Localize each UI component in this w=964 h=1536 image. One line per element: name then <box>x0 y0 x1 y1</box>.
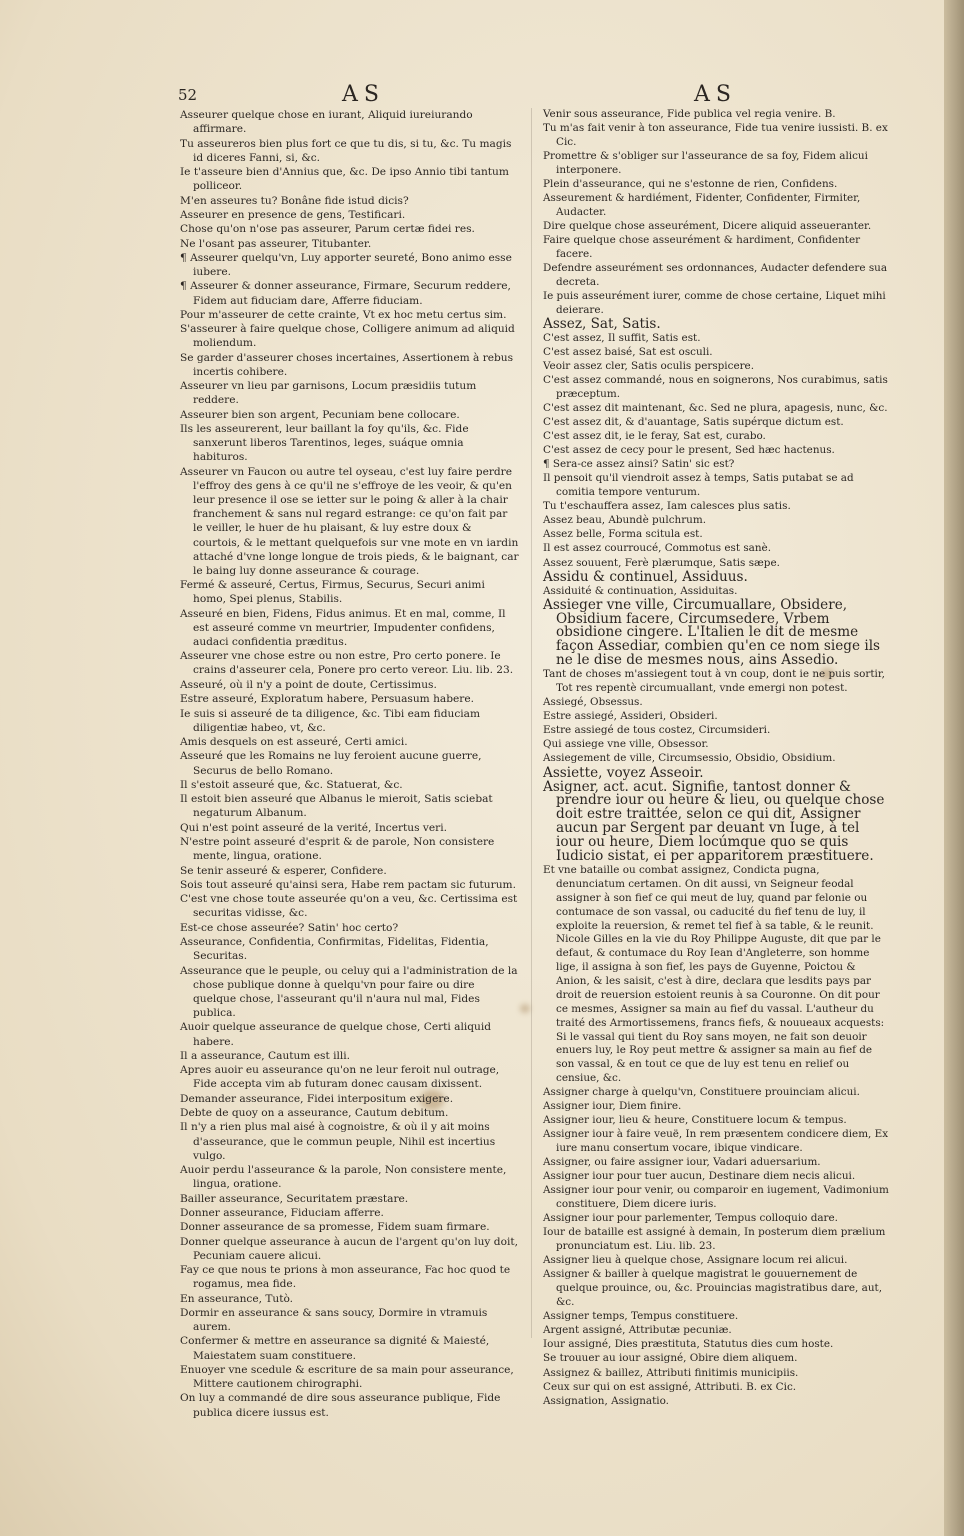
dictionary-entry: Asseurer vne chose estre ou non estre, Pro certo ponere. Ie crains d'asseurer cela, Ponere pro certo vereor. Liu. lib. 23. <box>180 650 514 677</box>
dictionary-entry: Tant de choses m'assiegent tout à vn coup, dont ie ne puis sortir, Tot res repentè circumuallant, vnde emergi non potest. <box>543 668 885 695</box>
dictionary-entry: Assez souuent, Ferè plærumque, Satis sæpe. <box>543 556 780 569</box>
dictionary-entry: Ne l'osant pas asseurer, Titubanter. <box>180 237 372 250</box>
dictionary-entry: Iour de bataille est assigné à demain, In posterum diem prælium pronunciatum est. Liu. lib. 23. <box>543 1226 886 1253</box>
dictionary-entry: On luy a commandé de dire sous asseurance publique, Fide publica dicere iussus est. <box>180 1392 501 1419</box>
dictionary-entry: Enuoyer vne scedule & escriture de sa main pour asseurance, Mittere cautionem chirographi. <box>180 1363 514 1391</box>
dictionary-entry: Fay ce que nous te prions à mon asseurance, Fac hoc quod te rogamus, mea fide. <box>180 1264 511 1291</box>
dictionary-entry: Debte de quoy on a asseurance, Cautum debitum. <box>180 1107 449 1120</box>
left-column <box>180 108 520 1420</box>
dictionary-entry: Faire quelque chose asseurément & hardiment, Confidenter facere. <box>543 234 861 260</box>
dictionary-entry: Demander asseurance, Fidei interpositum exigere. <box>180 1092 454 1105</box>
dictionary-entry: Et vne bataille ou combat assignez, Condicta pugna, denunciatum certamen. On dit aussi, vn Seigneur feodal assigner à son fief ce qui meut de luy, quand par felonie ou contumace de son vassal, ou caducité du fief tenu de luy, il exploite la reuersion, & remet tel fief à sa table, & le reunit. Nicole Gilles en la vie du Roy Philippe Auguste, dit que par le defaut, & contumace du Roy Iean d'Angleterre, son homme lige, il assigna à son fief, les pays de Guyenne, Poictou & Anion, & les saisit, c'est à dire, declara que lesdits pays par droit de reuersion estoient reunis à sa Couronne. On dit pour ce mesmes, Assigner sa main au fief du vassal. L'autheur du traité des Armortissemens, francs fiefs, & nouueaux acquests: Si le vassal qui tient du Roy sans moyen, ne fait son deuoir enuers luy, le Roy peut mettre & assigner sa main au fief de son vassal, & en tout ce que de luy est tenu en relief ou censiue, &c. <box>543 864 885 1085</box>
dictionary-entry: Assiegé, Obsessus. <box>543 696 643 709</box>
dictionary-entry: Assidu & continuel, Assiduus. <box>543 568 748 585</box>
dictionary-entry: Assez belle, Forma scitula est. <box>543 528 703 541</box>
dictionary-entry: Asseuré que les Romains ne luy feroient aucune guerre, Securus de bello Romano. <box>180 750 482 777</box>
dictionary-entry: Argent assigné, Attributæ pecuniæ. <box>543 1324 732 1337</box>
dictionary-entry: Assigner iour à faire veuë, In rem præsentem condicere diem, Ex iure manu consertum vocare, ibique vindicare. <box>543 1128 889 1155</box>
dictionary-entry: Confermer & mettre en asseurance sa dignité & Maiesté, Maiestatem suam constituere. <box>180 1335 490 1362</box>
dictionary-entry: Assiegement de ville, Circumsessio, Obsidio, Obsidium. <box>543 752 836 765</box>
dictionary-entry: Il est assez courroucé, Commotus est sanè. <box>543 542 772 555</box>
page-edge <box>944 0 964 1536</box>
dictionary-entry: Apres auoir eu asseurance qu'on ne leur feroit nul outrage, Fide accepta vim ab futuram donec causam dixissent. <box>180 1064 500 1091</box>
dictionary-entry: Venir sous asseurance, Fide publica vel regia venire. B. <box>543 108 836 120</box>
dictionary-entry: Assigner charge à quelqu'vn, Constituere prouinciam alicui. <box>543 1086 860 1099</box>
page-number: 52 <box>178 86 198 104</box>
dictionary-entry: Asseurer en presence de gens, Testificari. <box>180 208 406 221</box>
dictionary-entry: C'est vne chose toute asseurée qu'on a veu, &c. Certissima est securitas vidisse, &c. <box>180 893 518 920</box>
dictionary-entry: S'asseurer à faire quelque chose, Colligere animum ad aliquid moliendum. <box>180 323 515 350</box>
dictionary-entry: Ie suis si asseuré de ta diligence, &c. Tibi eam fiduciam diligentiæ habeo, vt, &c. <box>180 707 481 734</box>
dictionary-entry: Tu asseureros bien plus fort ce que tu dis, si tu, &c. Tu magis id diceres Fanni, si, &c. <box>180 137 512 164</box>
dictionary-entry: Estre assiegé, Assideri, Obsideri. <box>543 710 718 723</box>
dictionary-entry: Donner asseurance de sa promesse, Fidem suam firmare. <box>180 1221 490 1234</box>
dictionary-entry: Asseurement & hardiément, Fidenter, Confidenter, Firmiter, Audacter. <box>543 192 861 218</box>
dictionary-entry: Promettre & s'obliger sur l'asseurance de sa foy, Fidem alicui interponere. <box>543 150 868 176</box>
dictionary-entry: C'est assez dit maintenant, &c. Sed ne plura, apagesis, nunc, &c. <box>543 402 888 414</box>
dictionary-entry: Ceux sur qui on est assigné, Attributi. B. ex Cic. <box>543 1380 797 1393</box>
dictionary-entry: Asigner, act. acut. Signifie, tantost donner & prendre iour ou heure & lieu, ou quelque chose doit estre traittée, selon ce qui dit, Assigner aucun par Sergent par deuant vn Iuge, à tel iour ou heure, Diem locúmque quo se quis Iudicio sistat, ei per apparitorem præstituere. <box>543 778 885 864</box>
dictionary-entry: Assigner, ou faire assigner iour, Vadari aduersarium. <box>543 1156 821 1169</box>
column-divider <box>531 108 532 1338</box>
dictionary-entry: Fermé & asseuré, Certus, Firmus, Securus, Securi animi homo, Spei plenus, Stabilis. <box>180 579 485 606</box>
running-head-left: AS <box>342 82 385 107</box>
dictionary-entry: Assieger vne ville, Circumuallare, Obsidere, Obsidium facere, Circumsedere, Vrbem obsidione cingere. L'Italien le dit de mesme façon Assediar, combien qu'en ce nom siege ils ne le dise de mesmes nous, ains Assedio. <box>543 596 881 669</box>
dictionary-entry: Asseurance que le peuple, ou celuy qui a l'administration de la chose publique donne à quelqu'vn pour faire ou dire quelque chose, l'asseurant qu'il n'aura nul mal, Fides publica. <box>180 964 518 1020</box>
dictionary-entry: Donner quelque asseurance à aucun de l'argent qu'on luy doit, Pecuniam cauere alicui. <box>180 1235 518 1262</box>
dictionary-entry: Donner asseurance, Fiduciam afferre. <box>180 1206 384 1219</box>
dictionary-entry: Amis desquels on est asseuré, Certi amici. <box>180 736 408 748</box>
dictionary-entry: Ils les asseurerent, leur baillant la foy qu'ils, &c. Fide sanxerunt liberos Tarentinos, leges, suáque omnia habituros. <box>180 423 469 464</box>
dictionary-entry: Tu t'eschauffera assez, Iam calesces plus satis. <box>543 500 791 513</box>
dictionary-entry: Tu m'as fait venir à ton asseurance, Fide tua venire iussisti. B. ex Cic. <box>543 122 888 148</box>
dictionary-entry: C'est assez dit, ie le feray, Sat est, curabo. <box>543 430 766 443</box>
dictionary-entry: Estre asseuré, Exploratum habere, Persuasum habere. <box>180 693 474 706</box>
dictionary-entry: Il estoit bien asseuré que Albanus le mieroit, Satis sciebat negaturum Albanum. <box>180 793 493 820</box>
dictionary-entry: Assigner iour, Diem finire. <box>543 1100 682 1113</box>
dictionary-entry: Dire quelque chose asseurément, Dicere aliquid asseueranter. <box>543 219 872 232</box>
dictionary-entry: Auoir quelque asseurance de quelque chose, Certi aliquid habere. <box>180 1021 492 1048</box>
dictionary-entry: Se trouuer au iour assigné, Obire diem aliquem. <box>543 1352 798 1365</box>
dictionary-entry: C'est assez commandé, nous en soignerons, Nos curabimus, satis præceptum. <box>543 374 888 400</box>
dictionary-entry: Estre assiegé de tous costez, Circumsideri. <box>543 724 771 737</box>
dictionary-entry: Assignez & baillez, Attributi finitimis municipiis. <box>543 1366 799 1379</box>
dictionary-entry: C'est assez baisé, Sat est osculi. <box>543 345 713 358</box>
dictionary-entry: Il s'estoit asseuré que, &c. Statuerat, &c. <box>180 778 403 791</box>
dictionary-entry: Assigner & bailler à quelque magistrat le gouuernement de quelque prouince, ou, &c. Prouincias magistratibus dare, aut, &c. <box>543 1268 882 1309</box>
dictionary-entry: Iour assigné, Dies præstituta, Statutus dies cum hoste. <box>543 1338 834 1351</box>
dictionary-entry: Dormir en asseurance & sans soucy, Dormire in vtramuis aurem. <box>180 1306 488 1334</box>
dictionary-entry: Asseuré, où il n'y a point de doute, Certissimus. <box>180 678 437 691</box>
dictionary-entry: Est-ce chose asseurée? Satin' hoc certo? <box>180 921 399 934</box>
dictionary-entry: Assigner iour pour tuer aucun, Destinare diem necis alicui. <box>543 1170 856 1183</box>
dictionary-entry: Asseurer quelque chose en iurant, Aliquid iureiurando affirmare. <box>180 109 473 136</box>
dictionary-entry: Sois tout asseuré qu'ainsi sera, Habe rem pactam sic futurum. <box>180 878 516 891</box>
dictionary-entry: Qui assiege vne ville, Obsessor. <box>543 738 709 751</box>
dictionary-entry: C'est assez de cecy pour le present, Sed hæc hactenus. <box>543 444 835 457</box>
dictionary-entry: ¶ Asseurer & donner asseurance, Firmare, Securum reddere, Fidem aut fiduciam dare, Afferre fiduciam. <box>180 280 511 307</box>
dictionary-entry: Asseuré en bien, Fidens, Fidus animus. Et en mal, comme, Il est asseuré comme vn meurtrier, Impudenter confidens, audaci confidentia præditus. <box>180 607 506 648</box>
dictionary-entry: Assigner iour pour venir, ou comparoir en iugement, Vadimonium constituere, Diem dicere iuris. <box>543 1184 889 1211</box>
dictionary-entry: Assez beau, Abundè pulchrum. <box>543 514 707 527</box>
dictionary-entry: Il pensoit qu'il viendroit assez à temps, Satis putabat se ad comitia tempore venturum. <box>543 472 854 499</box>
dictionary-entry: Pour m'asseurer de cette crainte, Vt ex hoc metu certus sim. <box>180 308 507 321</box>
dictionary-entry: Qui n'est point asseuré de la verité, Incertus veri. <box>180 821 447 834</box>
dictionary-entry: Assiduité & continuation, Assiduitas. <box>543 584 738 597</box>
dictionary-entry: Assiette, voyez Asseoir. <box>543 764 704 781</box>
dictionary-entry: Assigner lieu à quelque chose, Assignare locum rei alicui. <box>543 1254 848 1267</box>
dictionary-entry: Assigner iour, lieu & heure, Constituere locum & tempus. <box>543 1114 847 1127</box>
running-head-right: AS <box>694 82 737 107</box>
dictionary-entry: Asseurance, Confidentia, Confirmitas, Fidelitas, Fidentia, Securitas. <box>180 936 489 963</box>
ink-stain <box>520 1004 530 1013</box>
dictionary-entry: Ie t'asseure bien d'Annius que, &c. De ipso Annio tibi tantum polliceor. <box>180 166 509 193</box>
dictionary-entry: ¶ Asseurer quelqu'vn, Luy apporter seureté, Bono animo esse iubere. <box>180 251 512 279</box>
dictionary-entry: C'est assez dit, & d'auantage, Satis supérque dictum est. <box>543 416 844 429</box>
dictionary-entry: Defendre asseurément ses ordonnances, Audacter defendere sua decreta. <box>543 261 888 288</box>
dictionary-entry: Assigner temps, Tempus constituere. <box>543 1310 739 1323</box>
dictionary-entry: Chose qu'on n'ose pas asseurer, Parum certæ fidei res. <box>180 223 475 236</box>
dictionary-entry: Assignation, Assignatio. <box>543 1394 669 1407</box>
dictionary-entry: Auoir perdu l'asseurance & la parole, Non consistere mente, lingua, oratione. <box>180 1164 507 1191</box>
dictionary-entry: Se tenir asseuré & esperer, Confidere. <box>180 864 387 877</box>
dictionary-entry: Asseurer vn lieu par garnisons, Locum præsidiis tutum reddere. <box>180 380 477 407</box>
dictionary-entry: C'est assez, Il suffit, Satis est. <box>543 331 701 344</box>
dictionary-entry: Il n'y a rien plus mal aisé à cognoistre, & où il y ait moins d'asseurance, que le commun peuple, Nihil est incertius vulgo. <box>180 1121 496 1162</box>
dictionary-entry: Ie puis asseurément iurer, comme de chose certaine, Liquet mihi deierare. <box>543 289 886 316</box>
dictionary-entry: M'en asseures tu? Bonâne fide istud dicis? <box>180 194 409 207</box>
right-column <box>543 108 889 1409</box>
dictionary-entry: Asseurer vn Faucon ou autre tel oyseau, c'est luy faire perdre l'effroy des gens à ce qu'il ne s'effroye de les veoir, & qu'en leur presence il ose se ietter sur le poing & aller à la chair franchement & sans nul regard estrange: ce qu'on fait par le veiller, le huer de hu plaisant, & luy estre doux & courtois, & le mettant quelquefois sur vne mote en vn iardin attaché d'vne longe longue de trois pieds, & le baignant, car le baing luy donne asseurance & courage. <box>180 465 519 577</box>
dictionary-entry: Assez, Sat, Satis. <box>543 315 661 332</box>
dictionary-entry: Se garder d'asseurer choses incertaines, Assertionem à rebus incertis cohibere. <box>180 351 514 378</box>
dictionary-entry: ¶ Sera-ce assez ainsi? Satin' sic est? <box>543 458 735 471</box>
dictionary-entry: Asseurer bien son argent, Pecuniam bene collocare. <box>180 408 460 421</box>
dictionary-entry: N'estre point asseuré d'esprit & de parole, Non consistere mente, lingua, oratione. <box>180 836 495 863</box>
dictionary-entry: Bailler asseurance, Securitatem præstare. <box>180 1192 409 1205</box>
dictionary-entry: Assigner iour pour parlementer, Tempus colloquio dare. <box>543 1212 838 1225</box>
dictionary-entry: Plein d'asseurance, qui ne s'estonne de rien, Confidens. <box>543 177 838 190</box>
dictionary-entry: Il a asseurance, Cautum est illi. <box>180 1049 351 1062</box>
dictionary-entry: En asseurance, Tutò. <box>180 1292 294 1305</box>
dictionary-entry: Veoir assez cler, Satis oculis perspicere. <box>543 360 755 372</box>
